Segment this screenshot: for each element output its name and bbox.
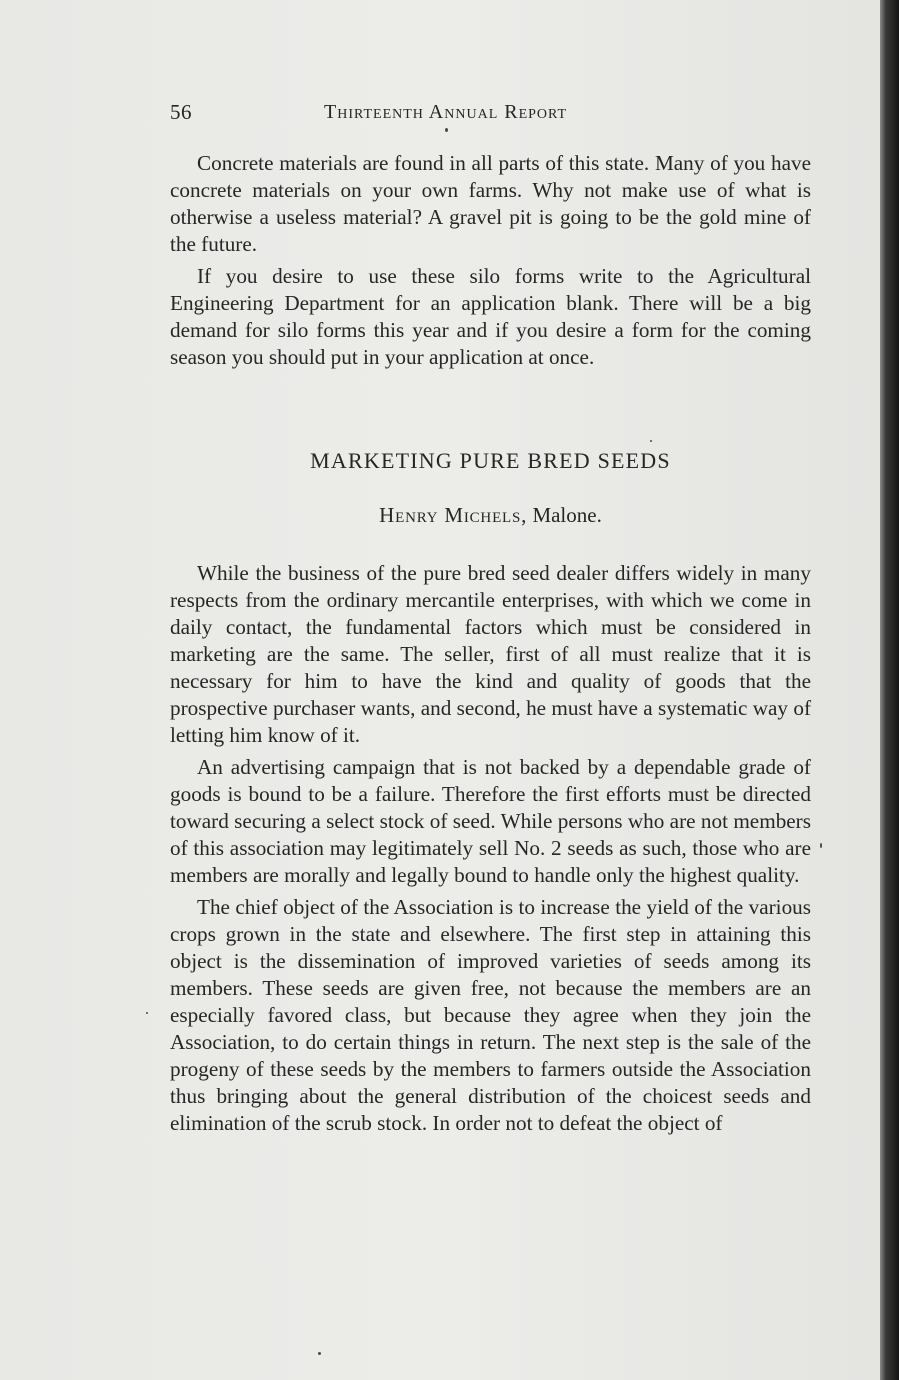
- article-body: [170, 560, 811, 1142]
- print-speck: [146, 1012, 148, 1014]
- print-speck: [445, 128, 448, 132]
- intro-paragraph: Concrete materials are found in all parts of this state. Many of you have concrete materials on your own farms. Why not make use of what is otherwise a useless material? A gravel pit is going to be the gold mine of the future.: [170, 151, 811, 256]
- binding-edge: [880, 0, 899, 1380]
- intro-paragraph: If you desire to use these silo forms write to the Agricultural Engineering Department for an application blank. There will be a big demand for silo forms this year and if you desire a form for the coming season you should put in your application at once.: [170, 264, 811, 369]
- body-paragraph: An advertising campaign that is not backed by a dependable grade of goods is bound to be a failure. Therefore the first efforts must be directed toward securing a select stock of seed. While persons who are not members of this association may legitimately sell No. 2 seeds as such, those who are members are morally and legally bound to handle only the highest quality.: [170, 755, 811, 887]
- author-location: Malone.: [532, 503, 602, 527]
- author-name: Henry Michels,: [379, 503, 528, 527]
- body-paragraph: The chief object of the Association is to increase the yield of the various crops grown in the state and elsewhere. The first step in attaining this object is the dissemination of improved varieties of seeds among its members. These seeds are given free, not because the members are an especially favored class, but because they agree when they join the Association, to do certain things in return. The next step is the sale of the progeny of these seeds by the members to farmers outside the Association thus bringing about the general distribution of the choicest seeds and elimination of the scrub stock. In order not to defeat the object of: [170, 895, 811, 1135]
- running-head-title: Thirteenth Annual Report: [324, 101, 568, 123]
- print-speck: [820, 843, 822, 848]
- intro-section: [170, 150, 811, 376]
- page-number: 56: [170, 100, 192, 124]
- print-speck: [318, 1352, 321, 1355]
- print-speck: [650, 440, 652, 442]
- article-title: MARKETING PURE BRED SEEDS: [310, 448, 671, 473]
- body-paragraph: While the business of the pure bred seed dealer differs widely in many respects from the ordinary mercantile enterprises, with which we come in daily contact, the fundamental factors which must be considered in marketing are the same. The seller, first of all must realize that it is necessary for him to have the kind and quality of goods that the prospective purchaser wants, and second, he must have a systematic way of letting him know of it.: [170, 561, 811, 747]
- article-byline: [170, 503, 811, 528]
- running-head: [170, 100, 810, 130]
